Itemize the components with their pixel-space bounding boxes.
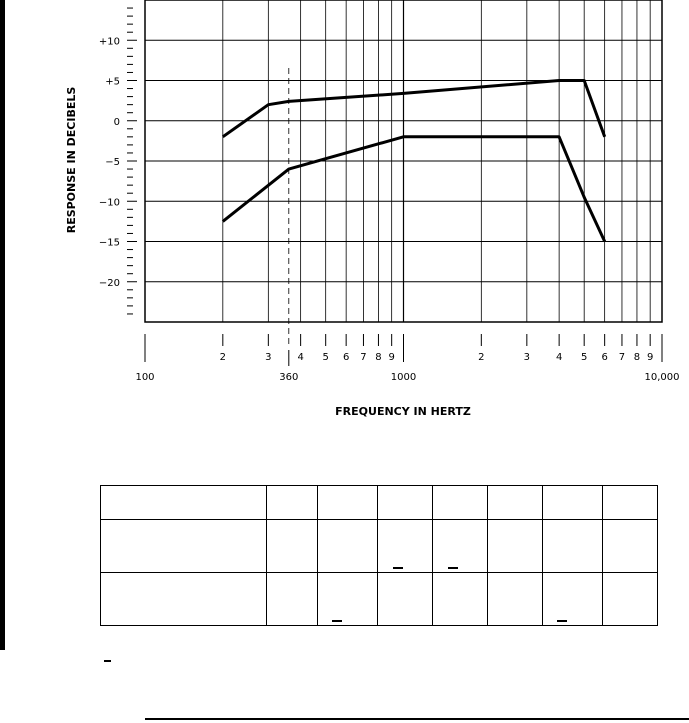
y-tick-label: +10 <box>98 36 120 48</box>
table-cell <box>378 486 433 520</box>
x-minor-tick-label: 3 <box>523 352 531 363</box>
x-minor-tick-label: 5 <box>580 352 588 363</box>
y-tick-label: −20 <box>98 277 120 289</box>
footer-rule <box>145 718 689 720</box>
table-cell <box>101 520 267 573</box>
x-major-tick-label: 100 <box>135 372 155 383</box>
table-cell <box>318 573 378 626</box>
table-cell <box>378 573 433 626</box>
table-cell <box>318 486 378 520</box>
y-tick-label: −15 <box>98 237 120 249</box>
x-major-tick-label: 1000 <box>390 372 417 383</box>
dash-mark <box>393 567 403 569</box>
y-tick-layer <box>99 8 137 314</box>
x-minor-tick-label: 8 <box>375 352 382 363</box>
x-minor-tick-label: 9 <box>388 352 395 363</box>
y-tick-label: −10 <box>98 197 120 209</box>
table-cell <box>488 573 543 626</box>
table-cell <box>433 486 488 520</box>
table-cell <box>378 520 433 573</box>
x-minor-tick-label: 9 <box>646 352 654 363</box>
table-cell <box>433 520 488 573</box>
x-minor-tick-label: 8 <box>633 352 641 363</box>
table-cell <box>267 573 318 626</box>
grid-lines <box>145 0 662 322</box>
dash-mark <box>557 620 567 622</box>
table-cell <box>543 520 603 573</box>
x-minor-tick-label: 7 <box>360 352 367 363</box>
table-cell <box>603 486 658 520</box>
x-minor-tick-label: 5 <box>322 352 329 363</box>
table-cell <box>433 573 488 626</box>
y-tick-label: +5 <box>105 76 120 88</box>
series-line-1 <box>223 81 605 137</box>
table-cell <box>543 486 603 520</box>
table-cell <box>488 486 543 520</box>
x-tick-layer <box>135 334 679 383</box>
table-row <box>101 573 658 626</box>
x-minor-tick-label: 6 <box>342 352 350 363</box>
x-minor-tick-label: 2 <box>478 352 485 363</box>
table-cell <box>101 486 267 520</box>
dash-mark <box>448 567 458 569</box>
table-cell <box>603 573 658 626</box>
table-cell <box>543 573 603 626</box>
dash-mark <box>332 620 342 622</box>
table-cell <box>318 520 378 573</box>
table-cell <box>267 486 318 520</box>
x-minor-tick-label: 2 <box>219 352 227 363</box>
table-row <box>101 520 658 573</box>
data-table <box>100 485 658 626</box>
table-cell <box>603 520 658 573</box>
y-tick-label: −5 <box>105 157 120 168</box>
x-minor-tick-label: 6 <box>601 352 608 363</box>
series-line-2 <box>223 137 605 242</box>
table-cell <box>101 573 267 626</box>
table-cell <box>488 520 543 573</box>
x-minor-tick-label: 7 <box>618 352 626 363</box>
x-minor-tick-label: 4 <box>297 352 304 363</box>
x-minor-tick-label: 3 <box>265 352 272 363</box>
y-axis-title: RESPONSE IN DECIBELS <box>65 86 78 234</box>
table-cell <box>267 520 318 573</box>
x-major-tick-label: 360 <box>279 372 299 383</box>
y-tick-label: 0 <box>113 116 120 128</box>
note-dash-mark <box>104 660 111 662</box>
x-minor-tick-label: 4 <box>555 352 563 363</box>
x-axis-title: FREQUENCY IN HERTZ <box>335 405 471 418</box>
x-major-tick-label: 10,000 <box>644 372 680 383</box>
table-header-row <box>101 486 658 520</box>
